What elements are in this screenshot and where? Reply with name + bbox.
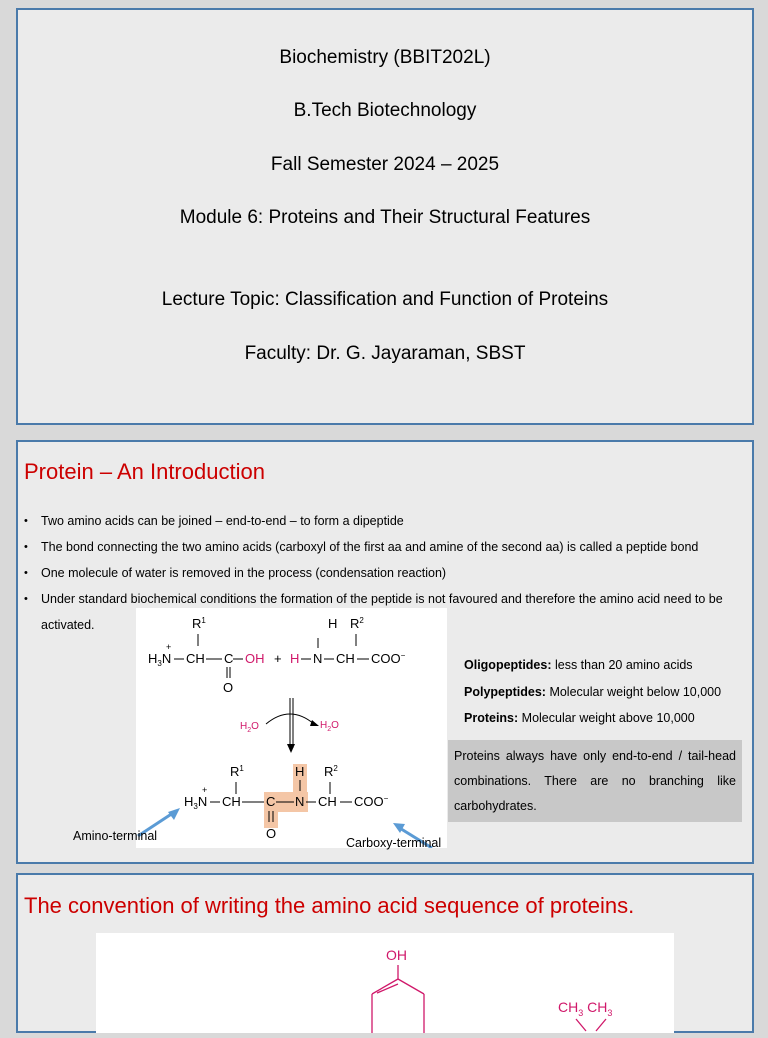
sequence-structure (96, 933, 674, 1033)
r2-label: $R^2$ (350, 616, 364, 631)
sequence-convention-slide (16, 873, 754, 1033)
bullet-item: • One molecule of water is removed in the process (condensation reaction) (22, 560, 746, 586)
svg-text:CH: CH (222, 794, 241, 809)
module-title: Module 6: Proteins and Their Structural Features (179, 207, 591, 228)
hydroxyl-label: OH (386, 947, 407, 963)
svg-text:+: + (166, 642, 172, 652)
svg-text:R2: $R^2$ (324, 764, 338, 779)
svg-text:CH: CH (318, 794, 337, 809)
protein-intro-slide (16, 440, 754, 864)
svg-text:COO−: COO− (371, 651, 406, 666)
bullet-item: • The bond connecting the two amino acids (carboxyl of the first aa and amine of the second aa) is called a peptide bond (22, 534, 746, 560)
svg-text:OH: OH (245, 651, 265, 666)
water-left: $H_2O$ (240, 721, 259, 734)
svg-text:CH: CH (186, 651, 205, 666)
svg-text:COO−: COO− (354, 794, 389, 809)
r1-label: $R^1$ (192, 616, 206, 631)
sequence-figure (96, 933, 674, 1033)
svg-text:CH: CH (336, 651, 355, 666)
h3n-group: $H_3N$ (148, 651, 172, 668)
peptide-bond-reaction-figure (136, 608, 447, 848)
water-right: $H_2O$ (320, 720, 339, 733)
svg-text:N: N (313, 651, 323, 666)
svg-text:O: O (266, 826, 277, 841)
slide-heading: Protein – An Introduction (24, 459, 265, 484)
svg-text:C: C (224, 651, 234, 666)
bullet-item: • Under standard biochemical conditions the formation of the peptide is not favoured and therefore the amino acid need to be activated. (22, 586, 746, 638)
svg-text:O: O (223, 680, 234, 695)
svg-text:H: H (295, 764, 305, 779)
course-title: Biochemistry (BBIT202L) (279, 47, 491, 68)
methyl-pair: $CH_3$ $CH_3$ (558, 999, 613, 1018)
svg-text:+: + (274, 651, 282, 666)
polypeptides-info: Polypeptides: Molecular weight below 10,000 (464, 685, 722, 699)
lecture-topic: Lecture Topic: Classification and Function of Proteins (161, 289, 609, 310)
svg-text:H: H (290, 651, 300, 666)
faculty: Faculty: Dr. G. Jayaraman, SBST (244, 343, 526, 364)
slide-heading: The convention of writing the amino acid sequence of proteins. (24, 893, 635, 918)
svg-text:H3N: $H_3N$ (184, 794, 208, 811)
program-name: B.Tech Biotechnology (293, 100, 477, 121)
svg-text:+: + (202, 785, 208, 795)
title-slide (16, 8, 754, 425)
semester: Fall Semester 2024 – 2025 (270, 154, 500, 175)
proteins-info: Proteins: Molecular weight above 10,000 (464, 711, 695, 725)
oligopeptides-info: Oligopeptides: less than 20 amino acids (464, 658, 693, 672)
amino-terminal-label: Amino-terminal (73, 829, 158, 843)
svg-text:C: C (266, 794, 276, 809)
note-box: Proteins always have only end-to-end / tail-head combinations. There are no branching like carbohydrates. (448, 740, 742, 822)
svg-text:N: N (295, 794, 305, 809)
reaction-diagram (136, 608, 447, 848)
svg-text:H: H (328, 616, 338, 631)
carboxy-terminal-label: Carboxy-terminal (346, 836, 442, 850)
bullet-item: • Two amino acids can be joined – end-to-end – to form a dipeptide (22, 508, 746, 534)
svg-text:R1: $R^1$ (230, 764, 244, 779)
